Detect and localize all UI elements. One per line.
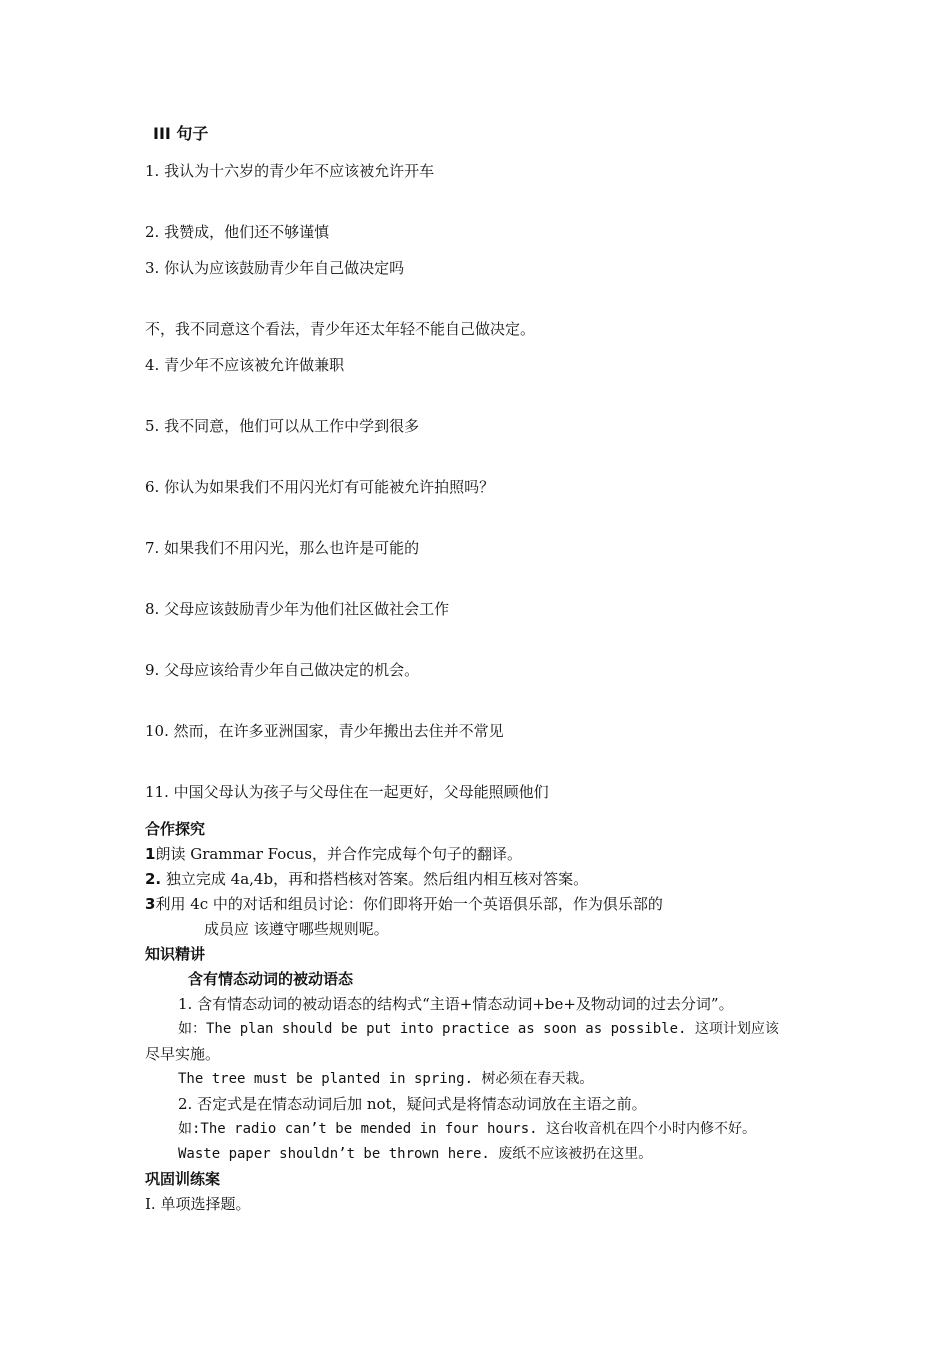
sentence-item: 1. 我认为十六岁的青少年不应该被允许开车 [145, 162, 435, 180]
example-sentence-continuation: 尽早实施。 [145, 1045, 221, 1063]
practice-item: I. 单项选择题。 [145, 1195, 251, 1213]
cooperation-item [145, 869, 588, 889]
item-text: 利用 4c 中的对话和组员讨论：你们即将开始一个英语俱乐部，作为俱乐部的 [155, 895, 663, 913]
sentence-item: 8. 父母应该鼓励青少年为他们社区做社会工作 [145, 600, 450, 618]
sentence-item: 不，我不同意这个看法，青少年还太年轻不能自己做决定。 [145, 320, 536, 338]
sentence-item: 7. 如果我们不用闪光，那么也许是可能的 [145, 539, 420, 557]
section-heading-sentences: III 句子 [153, 124, 209, 143]
sentence-item: 6. 你认为如果我们不用闪光灯有可能被允许拍照吗？ [145, 478, 495, 496]
sentence-item: 11. 中国父母认为孩子与父母住在一起更好，父母能照顾他们 [145, 783, 549, 801]
example-sentence: 如：The plan should be put into practice as soon as possible. 这项计划应该 [178, 1021, 779, 1037]
cooperation-item [145, 894, 663, 914]
example-sentence: The tree must be planted in spring. 树必须在春天栽。 [178, 1071, 594, 1087]
cooperation-item [145, 844, 522, 864]
grammar-point: 2. 否定式是在情态动词后加 not，疑问式是将情态动词放在主语之前。 [178, 1095, 647, 1113]
item-text: 独立完成 4a,4b，再和搭档核对答案。然后组内相互核对答案。 [161, 870, 589, 888]
section-heading-knowledge: 知识精讲 [145, 945, 206, 963]
sentence-item: 4. 青少年不应该被允许做兼职 [145, 356, 345, 374]
example-sentence: 如:The radio can’t be mended in four hours. 这台收音机在四个小时内修不好。 [178, 1121, 757, 1137]
item-number: 3 [145, 895, 156, 913]
grammar-point: 1. 含有情态动词的被动语态的结构式“主语+情态动词+be+及物动词的过去分词”。 [178, 995, 734, 1013]
section-heading-cooperation: 合作探究 [145, 820, 206, 838]
item-text: 朗读 Grammar Focus，并合作完成每个句子的翻译。 [155, 845, 523, 863]
sentence-item: 10. 然而，在许多亚洲国家，青少年搬出去住并不常见 [145, 722, 504, 740]
item-number: 2. [145, 870, 162, 888]
sentence-item: 2. 我赞成，他们还不够谨慎 [145, 223, 330, 241]
sentence-item: 3. 你认为应该鼓励青少年自己做决定吗 [145, 259, 405, 277]
sentence-item: 9. 父母应该给青少年自己做决定的机会。 [145, 661, 420, 679]
item-number: 1 [145, 845, 156, 863]
section-heading-practice: 巩固训练案 [145, 1170, 221, 1188]
sentence-item: 5. 我不同意，他们可以从工作中学到很多 [145, 417, 420, 435]
example-sentence: Waste paper shouldn’t be thrown here. 废纸不应该被扔在这里。 [178, 1146, 653, 1162]
knowledge-subheading: 含有情态动词的被动语态 [188, 970, 354, 988]
cooperation-item-continuation: 成员应 该遵守哪些规则呢。 [204, 920, 389, 938]
